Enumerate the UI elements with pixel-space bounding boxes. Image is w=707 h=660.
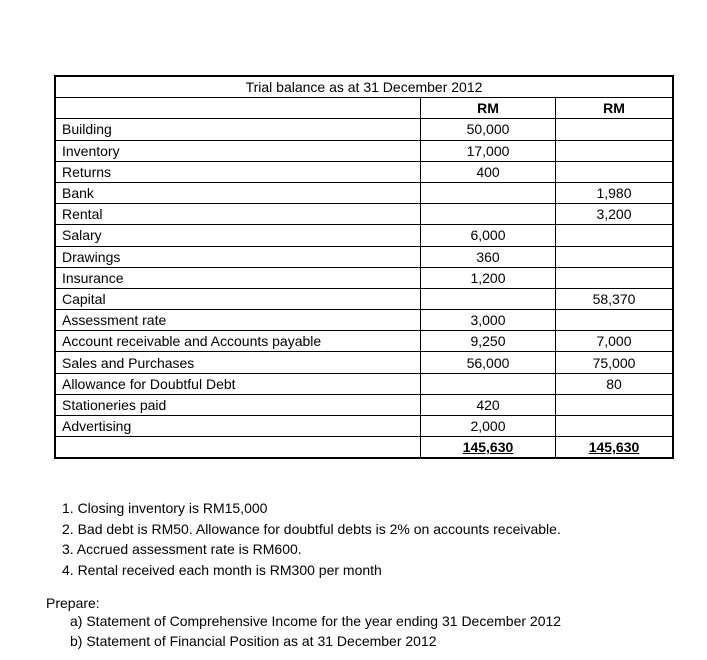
credit-value [556, 246, 674, 267]
total-debit: 145,630 [462, 439, 514, 456]
table-row [55, 416, 673, 437]
credit-value: 75,000 [556, 352, 674, 373]
credit-value: 58,370 [556, 288, 674, 309]
debit-value: 360 [421, 246, 556, 267]
credit-value [556, 267, 674, 288]
prepare-section [46, 595, 561, 651]
credit-value [556, 119, 674, 140]
table-row [55, 140, 673, 161]
credit-value [556, 161, 674, 182]
account-name: Building [55, 119, 421, 140]
credit-value [556, 310, 674, 331]
notes-list [62, 498, 561, 581]
account-name: Returns [55, 161, 421, 182]
debit-value [421, 373, 556, 394]
table-row [55, 119, 673, 140]
account-name: Advertising [55, 416, 421, 437]
table-row [55, 352, 673, 373]
debit-value: 3,000 [421, 310, 556, 331]
debit-value: 2,000 [421, 416, 556, 437]
debit-value: 400 [421, 161, 556, 182]
table-row [55, 331, 673, 352]
credit-value: 3,200 [556, 204, 674, 225]
note: 1. Closing inventory is RM15,000 [62, 500, 268, 516]
note: 4. Rental received each month is RM300 per month [62, 562, 382, 579]
debit-value: 50,000 [421, 119, 556, 140]
credit-value: 7,000 [556, 331, 674, 352]
table-title: Trial balance as at 31 December 2012 [55, 76, 673, 98]
debit-value: 1,200 [421, 267, 556, 288]
prepare-item: b) Statement of Financial Position as at 31 December 2012 [70, 633, 437, 649]
debit-value [421, 204, 556, 225]
debit-value: 17,000 [421, 140, 556, 161]
account-name: Account receivable and Accounts payable [55, 331, 421, 352]
debit-value: 6,000 [421, 225, 556, 246]
account-name: Allowance for Doubtful Debt [55, 373, 421, 394]
total-row [55, 437, 673, 459]
account-name: Stationeries paid [55, 394, 421, 415]
credit-value: 1,980 [556, 182, 674, 203]
account-name: Inventory [55, 140, 421, 161]
credit-value [556, 140, 674, 161]
debit-value: 56,000 [421, 352, 556, 373]
account-name: Assessment rate [55, 310, 421, 331]
table-row [55, 182, 673, 203]
account-name: Insurance [55, 267, 421, 288]
trial-balance-table [54, 75, 674, 459]
account-name: Bank [55, 182, 421, 203]
note: 3. Accrued assessment rate is RM600. [62, 541, 302, 558]
credit-value [556, 416, 674, 437]
table-row [55, 204, 673, 225]
account-name: Salary [55, 225, 421, 246]
credit-value [556, 225, 674, 246]
total-credit: 145,630 [588, 439, 640, 456]
note: 2. Bad debt is RM50. Allowance for doubtful debts is 2% on accounts receivable. [62, 520, 561, 537]
debit-value: 9,250 [421, 331, 556, 352]
credit-value [556, 394, 674, 415]
table-row [55, 288, 673, 309]
account-name: Capital [55, 288, 421, 309]
table-row [55, 267, 673, 288]
table-row [55, 373, 673, 394]
prepare-item: a) Statement of Comprehensive Income for the year ending 31 December 2012 [70, 613, 562, 629]
table-row [55, 246, 673, 267]
debit-value [421, 182, 556, 203]
credit-header: RM [556, 98, 674, 119]
prepare-label: Prepare: [46, 595, 100, 611]
table-row [55, 161, 673, 182]
account-name: Sales and Purchases [55, 352, 421, 373]
account-name: Rental [55, 204, 421, 225]
table-row [55, 310, 673, 331]
credit-value: 80 [556, 373, 674, 394]
debit-value: 420 [421, 394, 556, 415]
debit-value [421, 288, 556, 309]
account-name: Drawings [55, 246, 421, 267]
debit-header: RM [421, 98, 556, 119]
table-row [55, 225, 673, 246]
table-row [55, 394, 673, 415]
